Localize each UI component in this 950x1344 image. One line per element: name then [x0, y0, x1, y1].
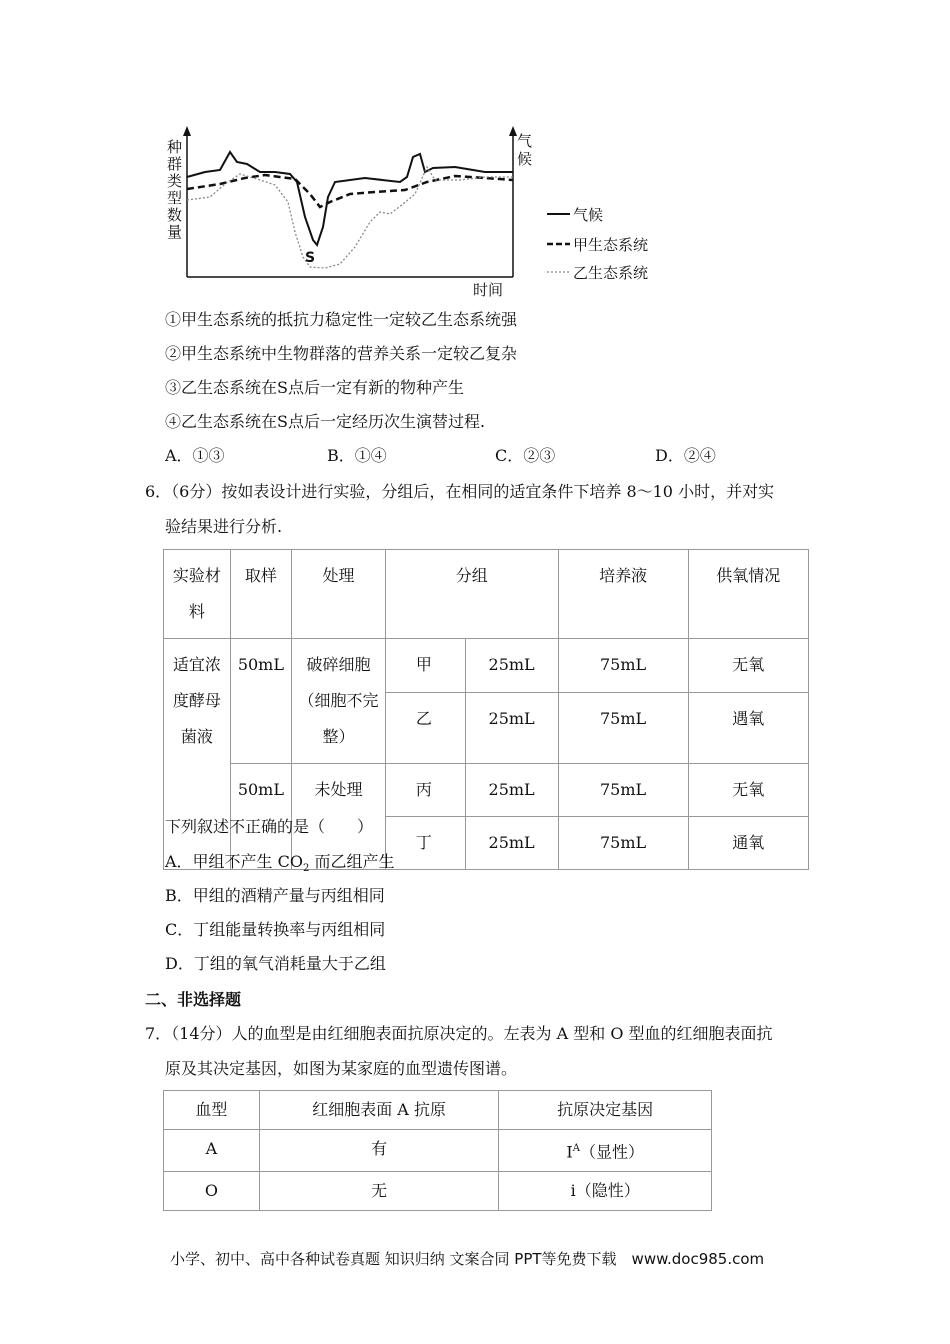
header-sample: 取样: [230, 550, 291, 639]
q5-option-d[interactable]: D．②④: [655, 446, 716, 465]
chart-legend: [547, 206, 648, 282]
cell-volume: 25mL: [465, 639, 558, 693]
q5-statement-4: ④乙生态系统在S点后一定经历次生演替过程.: [165, 412, 486, 431]
section-title: 二、非选择题: [145, 990, 242, 1009]
q7-stem-line2: 原及其决定基因，如图为某家庭的血型遗传图谱。: [165, 1059, 518, 1078]
header-oxygen: 供氧情况: [688, 550, 808, 639]
gene-base: I: [566, 1142, 573, 1162]
legend-label-ecosystem-b: 乙生态系统: [573, 264, 649, 282]
point-s-label: S: [305, 250, 316, 266]
page-footer: 小学、初中、高中各种试卷真题 知识归纳 文案合同 PPT等免费下载 www.doc985.com: [170, 1250, 765, 1268]
header-gene: 抗原决定基因: [499, 1091, 712, 1130]
q6-option-a-text: A．甲组不产生 CO: [165, 852, 304, 871]
cell-treatment-1: 破碎细胞（细胞不完整）: [292, 639, 386, 764]
table-row: [164, 764, 809, 817]
cell-sample-1: 50mL: [230, 639, 291, 764]
cell-volume: 25mL: [465, 764, 558, 817]
gene-sup: A: [572, 1143, 580, 1154]
header-blood-type: 血型: [164, 1091, 260, 1130]
q5-statement-3: ③乙生态系统在S点后一定有新的物种产生: [165, 378, 464, 397]
q5-statement-2: ②甲生态系统中生物群落的营养关系一定较乙复杂: [165, 344, 518, 363]
header-antigen: 红细胞表面 A 抗原: [259, 1091, 499, 1130]
header-treatment: 处理: [292, 550, 386, 639]
cell-group: 丁: [385, 817, 465, 870]
cell-antigen-o: 无: [259, 1172, 499, 1211]
y-left-char: 型: [167, 189, 183, 207]
q6-stem-line1: 6．（6分）按如表设计进行实验，分组后，在相同的适宜条件下培养 8～10 小时，并对实: [145, 482, 775, 501]
legend-label-ecosystem-a: 甲生态系统: [573, 236, 649, 254]
y-left-char: 种: [167, 138, 183, 156]
population-climate-chart: [165, 122, 665, 302]
gene-note: （显性）: [579, 1142, 644, 1162]
cell-group: 甲: [385, 639, 465, 693]
legend-label-climate: 气候: [573, 206, 604, 224]
arrow-up-right-icon: [509, 126, 517, 136]
q6-option-a-text-2: 而乙组产生: [309, 852, 395, 871]
series-ecosystem-b: [187, 167, 513, 268]
cell-medium: 75mL: [558, 764, 688, 817]
q5-option-c[interactable]: C．②③: [495, 446, 556, 465]
q6-option-a[interactable]: [165, 852, 394, 879]
q6-stem-line2: 验结果进行分析.: [165, 517, 283, 536]
y-axis-left-label: [167, 138, 182, 241]
cell-volume: 25mL: [465, 692, 558, 763]
q6-option-b[interactable]: B．甲组的酒精产量与丙组相同: [165, 886, 385, 905]
cell-oxygen: 无氧: [688, 639, 808, 693]
q7-stem-line1: 7．（14分）人的血型是由红细胞表面抗原决定的。左表为 A 型和 O 型血的红细胞表面抗: [145, 1024, 773, 1043]
y-left-char: 数: [167, 206, 183, 224]
y-left-char: 群: [167, 155, 183, 173]
cell-volume: 25mL: [465, 817, 558, 870]
cell-gene-a: [499, 1130, 712, 1172]
x-axis-label: 时间: [473, 281, 504, 299]
q6-option-c[interactable]: C．丁组能量转换率与丙组相同: [165, 920, 386, 939]
q6-question: 下列叙述不正确的是（ ）: [165, 817, 374, 836]
arrow-up-left-icon: [183, 126, 191, 136]
q5-option-a[interactable]: A．①③: [165, 446, 225, 465]
table-header-row: [164, 550, 809, 639]
y-left-char: 类: [167, 172, 183, 190]
y-left-char: 量: [167, 223, 183, 241]
cell-gene-o: i（隐性）: [499, 1172, 712, 1211]
q5-option-b[interactable]: B．①④: [327, 446, 387, 465]
y-axis-right-label: [517, 132, 532, 168]
cell-medium: 75mL: [558, 639, 688, 693]
q5-statement-1: ①甲生态系统的抵抗力稳定性一定较乙生态系统强: [165, 310, 518, 329]
cell-type-a: A: [164, 1130, 260, 1172]
series-climate: [187, 152, 513, 245]
table-header-row: [164, 1091, 712, 1130]
cell-medium: 75mL: [558, 692, 688, 763]
q6-option-a-sub: 2: [303, 863, 310, 875]
header-medium: 培养液: [558, 550, 688, 639]
cell-oxygen: 无氧: [688, 764, 808, 817]
cell-group: 乙: [385, 692, 465, 763]
header-group: 分组: [385, 550, 558, 639]
table-row: [164, 639, 809, 693]
cell-treatment-2: 未处理: [292, 764, 386, 870]
cell-group: 丙: [385, 764, 465, 817]
cell-sample-2: 50mL: [230, 764, 291, 870]
cell-antigen-a: 有: [259, 1130, 499, 1172]
q6-option-d[interactable]: D．丁组的氧气消耗量大于乙组: [165, 954, 386, 973]
table-row: [164, 1172, 712, 1211]
cell-medium: 75mL: [558, 817, 688, 870]
cell-type-o: O: [164, 1172, 260, 1211]
y-right-char: 候: [517, 150, 533, 168]
header-material: 实验材料: [164, 550, 231, 639]
cell-oxygen: 遇氧: [688, 692, 808, 763]
table-row: [164, 1130, 712, 1172]
q7-blood-type-table: [163, 1090, 712, 1211]
y-right-char: 气: [517, 132, 533, 150]
cell-material: 适宜浓度酵母菌液: [164, 639, 231, 870]
cell-oxygen: 通氧: [688, 817, 808, 870]
